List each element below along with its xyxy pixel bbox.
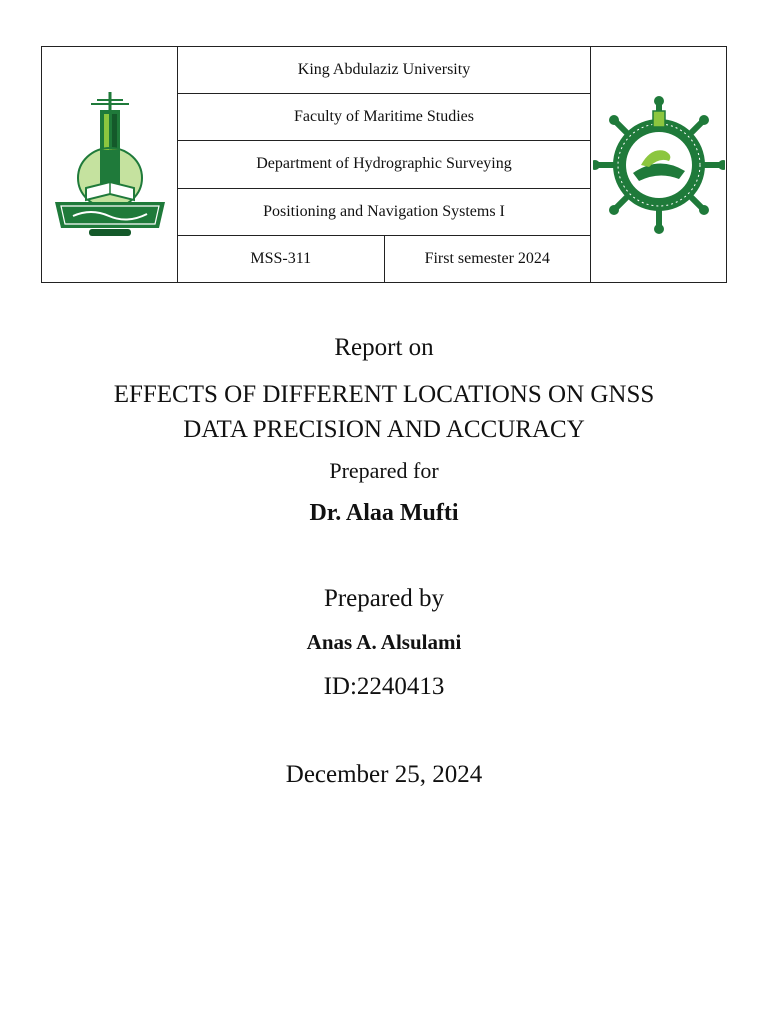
maritime-wheel-logo-icon [593,95,725,235]
report-title [0,377,768,447]
course-name-cell [178,188,591,235]
left-logo-cell [42,47,178,283]
university-cell [178,47,591,94]
course-name: Positioning and Navigation Systems I [263,202,505,220]
department-name: Department of Hydrographic Surveying [256,155,512,173]
university-name: King Abdulaziz University [297,61,471,79]
student-id: ID:2240413 [323,673,445,700]
report-intro: Report on [334,334,434,361]
header-table [41,46,727,283]
course-code-cell [178,235,385,282]
course-code: MSS-311 [250,249,312,267]
prepared-for-label: Prepared for [329,458,439,483]
report-title-line-2: DATA PRECISION AND ACCURACY [183,416,585,443]
prepared-by-name: Anas A. Alsulami [306,630,462,654]
prepared-by-label: Prepared by [323,585,445,612]
prepared-for-name: Dr. Alaa Mufti [309,500,459,526]
faculty-name: Faculty of Maritime Studies [294,108,474,126]
semester: First semester 2024 [424,249,550,267]
report-title-line-1: EFFECTS OF DIFFERENT LOCATIONS ON GNSS [113,381,655,408]
report-date: December 25, 2024 [285,761,483,788]
right-logo-cell [591,47,727,283]
department-cell [178,141,591,188]
faculty-cell [178,94,591,141]
kau-logo-icon [51,90,169,240]
semester-cell [384,235,591,282]
